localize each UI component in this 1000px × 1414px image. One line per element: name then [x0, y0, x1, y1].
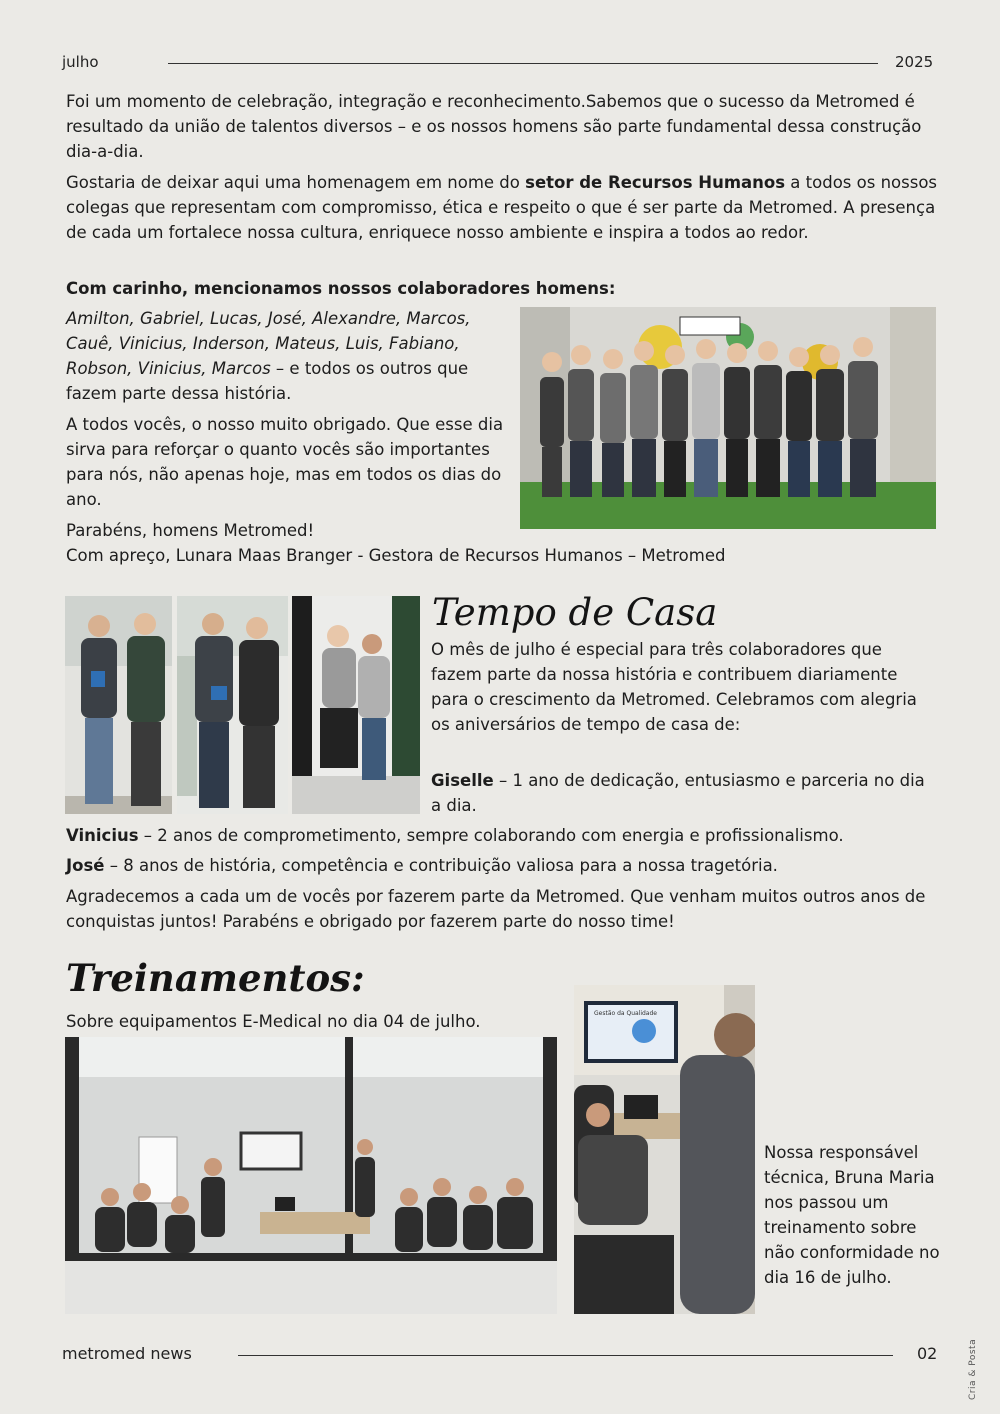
- tempo-title: Tempo de Casa: [432, 591, 718, 634]
- tempo-closing: Agradecemos a cada um de vocês por fazerem parte da Metromed. Que venham muitos outros anos de conquistas juntos! Parabéns e obrigado por fazerem parte do nosso time!: [66, 887, 926, 931]
- tempo-photo-1: [65, 596, 172, 814]
- tempo-intro: O mês de julho é especial para três colaboradores que fazem parte da nossa história e contribuem diariamente para o crescimento da Metromed. Celebramos com alegria os aniversários de tempo de casa de:: [431, 640, 917, 734]
- thanks-paragraph: A todos vocês, o nosso muito obrigado. Que esse dia sirva para reforçar o quanto vocês são importantes para nós, não apenas hoje, mas em todos os dias do ano.: [66, 415, 504, 509]
- footer-rule: [238, 1355, 893, 1356]
- treinamentos-title: Treinamentos:: [66, 956, 365, 1000]
- footer-page: 02: [917, 1344, 938, 1363]
- tempo-photo-2: [177, 596, 288, 814]
- slide-title: Gestão da Qualidade: [594, 1010, 657, 1017]
- hr-sector-bold: setor de Recursos Humanos: [525, 173, 786, 192]
- tempo-vinicius: Vinicius – 2 anos de comprometimento, sempre colaborando com energia e profissionalismo.: [66, 826, 844, 845]
- tempo-jose: José – 8 anos de história, competência e contribuição valiosa para a nossa tragetória.: [66, 856, 778, 875]
- treinamentos-subtitle: Sobre equipamentos E-Medical no dia 04 de julho.: [66, 1012, 481, 1031]
- names-list: Amilton, Gabriel, Lucas, José, Alexandre, Marcos, Cauê, Vinicius, Inderson, Mateus, Luis, Fabiano, Robson, Vinicius, Marcos: [66, 309, 471, 378]
- intro-paragraph-1: Foi um momento de celebração, integração e reconhecimento.Sabemos que o sucesso da Metromed é resultado da união de talentos diversos – e os nossos homens são parte fundamental dessa construção dia-a-dia.: [66, 92, 922, 161]
- credit-text: Cria & Posta: [968, 1338, 978, 1400]
- tempo-giselle: Giselle – 1 ano de dedicação, entusiasmo e parceria no dia a dia.: [431, 771, 925, 815]
- quality-training-photo: [574, 985, 755, 1314]
- training-room-photo: [65, 1037, 557, 1314]
- footer-name: metromed news: [62, 1344, 192, 1363]
- tempo-photo-3: [292, 596, 420, 814]
- header-year: 2025: [895, 53, 934, 71]
- header-month: julho: [62, 53, 99, 71]
- group-photo: [520, 307, 936, 529]
- credit-logo: [968, 1330, 998, 1410]
- congrats-line: Parabéns, homens Metromed!: [66, 521, 315, 540]
- header-rule: [168, 63, 878, 64]
- names-paragraph: Amilton, Gabriel, Lucas, José, Alexandre, Marcos, Cauê, Vinicius, Inderson, Mateus, Luis, Fabiano, Robson, Vinicius, Marcos – e todos os outros que fazem parte dessa história.: [66, 309, 471, 403]
- mention-heading: Com carinho, mencionamos nossos colaboradores homens:: [66, 279, 616, 298]
- signature-line: Com apreço, Lunara Maas Branger - Gestora de Recursos Humanos – Metromed: [66, 546, 726, 565]
- intro-paragraph-2: Gostaria de deixar aqui uma homenagem em nome do setor de Recursos Humanos a todos os nossos colegas que representam com compromisso, ética e respeito o que é ser parte da Metromed. A presença de cada um fortalece nossa cultura, enriquece nosso ambiente e inspira a todos ao redor.: [66, 173, 938, 242]
- training-side-text: Nossa responsável técnica, Bruna Maria nos passou um treinamento sobre não conformidade no dia 16 de julho.: [764, 1143, 940, 1287]
